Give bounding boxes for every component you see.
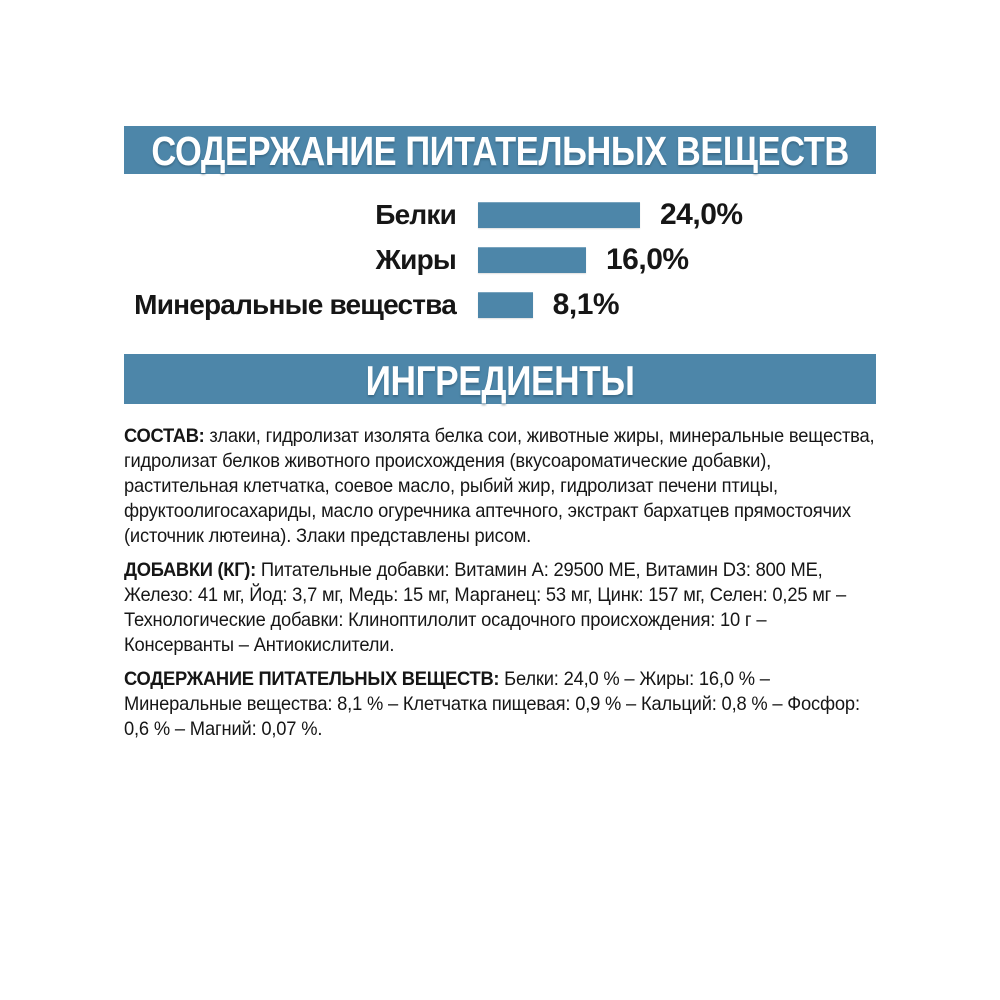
ingredients-header-band xyxy=(124,354,876,404)
paragraph-text: Белки: 24,0 % – Жиры: 16,0 % – Минеральные вещества: 8,1 % – Клетчатка пищевая: 0,9 % – Кальций: 0,8 % – Фосфор: 0,6 % – Магний: 0,07 %. xyxy=(124,668,860,740)
chart-bar xyxy=(478,247,586,273)
paragraph-text: злаки, гидролизат изолята белка сои, животные жиры, минеральные вещества, гидролизат белков животного происхождения (вкусоароматические добавки), растительная клетчатка, соевое масло, рыбий жир, гидролизат печени птицы, фруктоолигосахариды, масло огуречника аптечного, экстракт бархатцев прямостоячих (источник лютеина). Злаки представлены рисом. xyxy=(124,425,875,547)
paragraph-label: СОСТАВ: xyxy=(124,425,205,447)
chart-bar xyxy=(478,202,640,228)
chart-value-label: 16,0% xyxy=(606,242,689,276)
chart-row-label: Белки xyxy=(375,198,456,230)
chart-row-label: Жиры xyxy=(375,243,456,275)
nutrients-header-title: СОДЕРЖАНИЕ ПИТАТЕЛЬНЫХ ВЕЩЕСТВ xyxy=(151,128,849,174)
chart-value-label: 8,1% xyxy=(552,287,620,321)
paragraph-label: СОДЕРЖАНИЕ ПИТАТЕЛЬНЫХ ВЕЩЕСТВ: xyxy=(124,668,500,690)
ingredients-text-block xyxy=(124,424,876,751)
paragraph-label: ДОБАВКИ (КГ): xyxy=(124,559,256,581)
additives-paragraph xyxy=(124,558,876,658)
chart-bar xyxy=(478,292,533,318)
ingredients-header-title: ИНГРЕДИЕНТЫ xyxy=(365,356,635,404)
chart-row xyxy=(124,192,876,237)
chart-row xyxy=(124,237,876,282)
chart-value-label: 24,0% xyxy=(660,197,743,231)
chart-row-label: Минеральные вещества xyxy=(134,288,456,320)
chart-row xyxy=(124,282,876,327)
nutrient-bar-chart xyxy=(124,192,876,327)
nutrient-content-paragraph xyxy=(124,667,876,742)
composition-paragraph xyxy=(124,424,876,549)
paragraph-text: Питательные добавки: Витамин A: 29500 МЕ, Витамин D3: 800 МЕ, Железо: 41 мг, Йод: 3,7 мг, Медь: 15 мг, Марганец: 53 мг, Цинк: 157 мг, Селен: 0,25 мг – Технологические добавки: Клиноптилолит осадочного происхождения: 10 г – Консерванты – Антиокислители. xyxy=(124,559,847,656)
nutrients-header-band xyxy=(124,126,876,174)
